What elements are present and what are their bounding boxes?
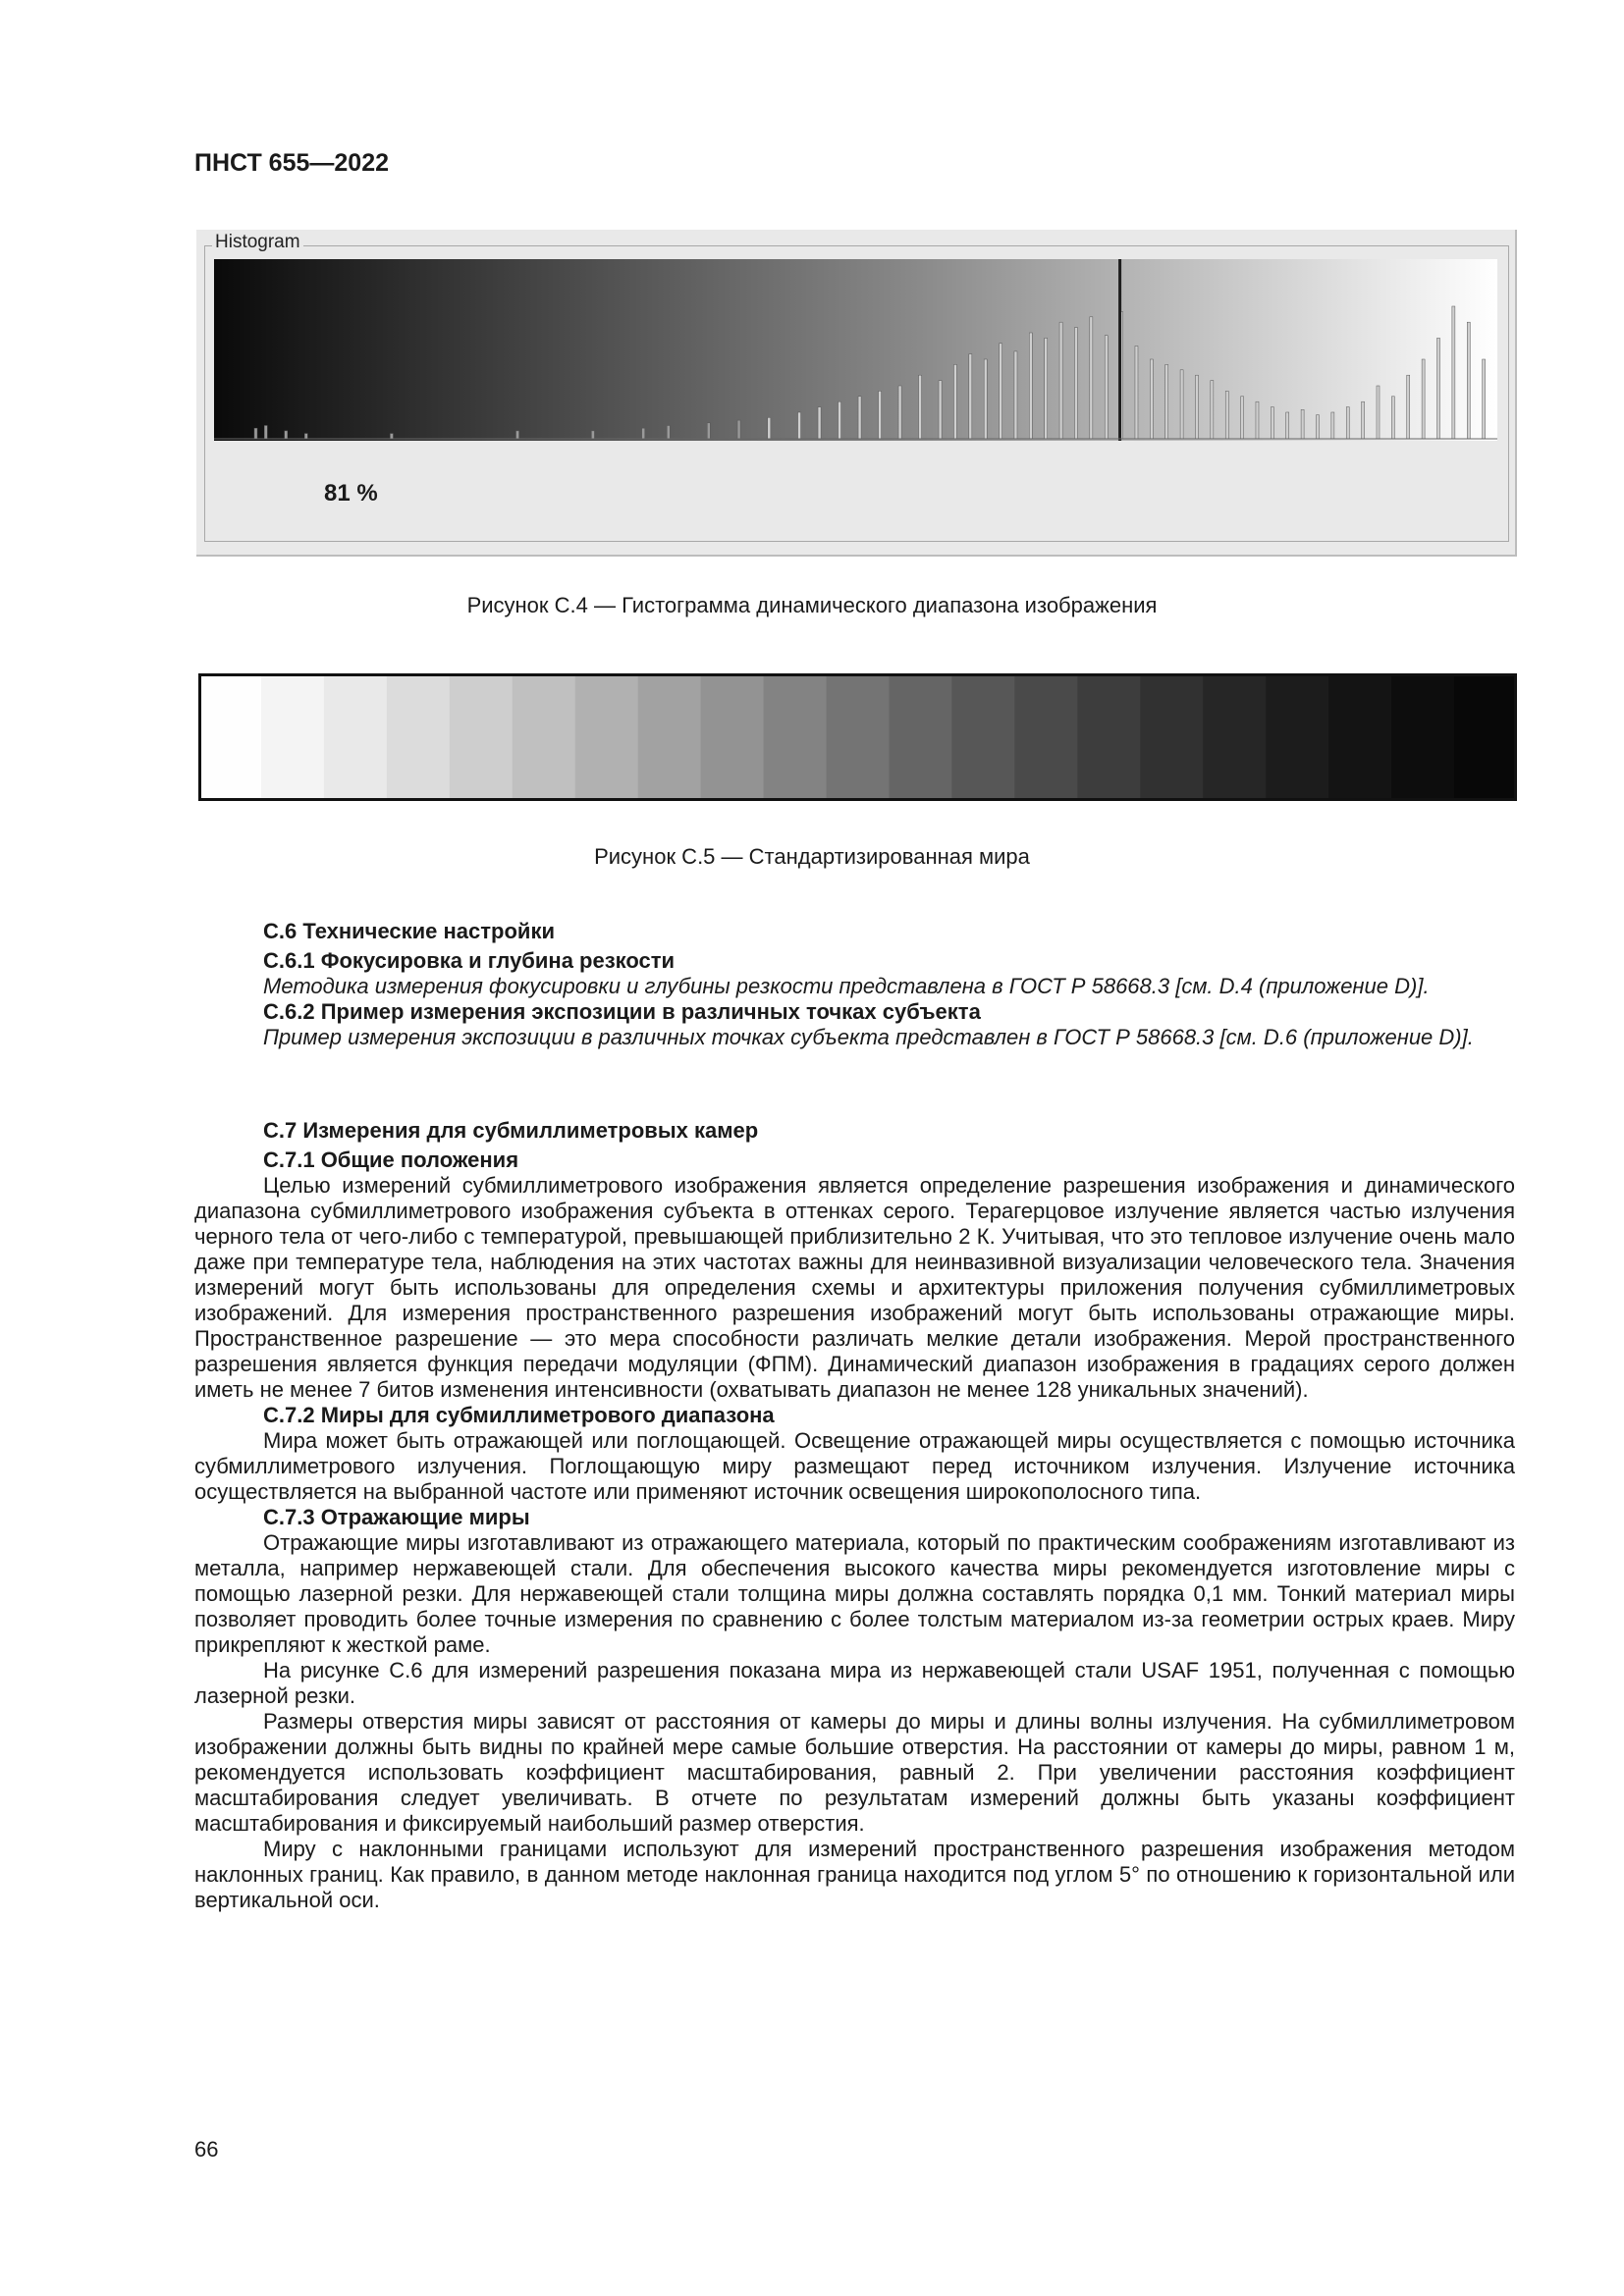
gray-step	[575, 673, 638, 801]
gray-step	[324, 673, 387, 801]
histogram-bar	[264, 426, 267, 440]
histogram-bar	[858, 397, 861, 439]
histogram-gradient	[214, 259, 1497, 441]
histogram-bar	[1467, 322, 1470, 439]
figure-caption-c5: Рисунок С.5 — Стандартизированная мира	[594, 844, 1030, 869]
histogram-bar	[1014, 351, 1017, 439]
histogram-bar	[1165, 364, 1168, 439]
histogram-bar	[1074, 328, 1077, 439]
gray-step	[951, 673, 1014, 801]
histogram-bar	[1256, 401, 1259, 439]
histogram-bar	[1180, 370, 1183, 439]
histogram-bar	[1483, 359, 1486, 439]
histogram-bar	[919, 375, 922, 439]
histogram-bar	[1422, 359, 1425, 439]
histogram-bar	[1346, 407, 1349, 439]
histogram-bar	[1195, 375, 1198, 439]
histogram-bar	[1452, 306, 1455, 439]
page-number: 66	[194, 2137, 219, 2162]
text-c6-2: Пример измерения экспозиции в различных точках субъекта представлен в ГОСТ Р 58668.3 [см. D.6 (приложение D)].	[263, 1025, 1474, 1049]
histogram-figure	[196, 230, 1517, 557]
section-c7	[194, 1118, 1515, 1913]
gray-step	[764, 673, 827, 801]
gray-step	[701, 673, 764, 801]
histogram-bar	[591, 431, 594, 439]
gray-step	[1328, 673, 1391, 801]
histogram-chart	[214, 259, 1497, 441]
gray-step	[387, 673, 450, 801]
histogram-bar	[1331, 412, 1334, 439]
histogram-bar	[1407, 375, 1410, 439]
standard-target-figure	[198, 673, 1517, 801]
histogram-bar	[304, 434, 307, 439]
gray-step	[450, 673, 513, 801]
section-c6	[194, 919, 1515, 1050]
histogram-bar	[939, 381, 942, 439]
figure-caption-c4: Рисунок С.4 — Гистограмма динамического диапазона изображения	[466, 593, 1158, 617]
histogram-bar	[984, 359, 987, 439]
histogram-bar	[1135, 347, 1138, 440]
gray-step	[513, 673, 575, 801]
histogram-bar	[642, 428, 645, 439]
gray-step	[261, 673, 324, 801]
histogram-bar	[1377, 386, 1380, 439]
histogram-bar	[1271, 407, 1273, 439]
heading-c7-2: С.7.2 Миры для субмиллиметрового диапазона	[263, 1403, 775, 1427]
gray-step	[1140, 673, 1203, 801]
heading-c7-3: С.7.3 Отражающие миры	[263, 1505, 530, 1529]
gray-step	[1454, 673, 1517, 801]
histogram-bar	[798, 412, 801, 439]
histogram-bar	[516, 431, 519, 439]
histogram-bar	[1211, 381, 1214, 439]
heading-c6-2: С.6.2 Пример измерения экспозиции в различных точках субъекта	[263, 999, 981, 1024]
gray-step	[1266, 673, 1328, 801]
histogram-bar	[839, 401, 841, 439]
histogram-bar	[1436, 338, 1439, 439]
gray-step	[889, 673, 951, 801]
histogram-bar	[737, 420, 740, 439]
document-header: ПНСТ 655—2022	[194, 149, 389, 177]
histogram-bar	[898, 386, 901, 439]
gray-step	[1014, 673, 1077, 801]
grayscale-step-target	[198, 673, 1517, 801]
histogram-bar	[1362, 401, 1365, 439]
text-c7-3-p2: На рисунке С.6 для измерений разрешения показана мира из нержавеющей стали USAF 1951, полученная с помощью лазерной резки.	[194, 1658, 1515, 1708]
histogram-bar	[707, 423, 710, 439]
histogram-legend: Histogram	[212, 232, 303, 253]
gray-step	[198, 673, 261, 801]
histogram-bar	[879, 391, 882, 439]
histogram-bar	[1000, 344, 1002, 439]
histogram-bar	[1105, 336, 1108, 439]
gray-step	[1391, 673, 1454, 801]
gray-step	[1077, 673, 1140, 801]
histogram-bar	[1059, 322, 1062, 439]
histogram-bar	[768, 417, 771, 439]
histogram-percent: 81 %	[324, 480, 378, 507]
histogram-bar	[1150, 359, 1153, 439]
histogram-bar	[1316, 415, 1319, 439]
histogram-bar	[818, 407, 821, 439]
histogram-bar	[667, 426, 670, 440]
text-c7-1: Целью измерений субмиллиметрового изображения является определение разрешения изображения и динамического диапазона субмиллиметрового изображения субъекта в оттенках серого. Терагерцовое излучение является частью излучения черного тела от чего-либо с температурой, превышающей приблизительно 2 К. Учитывая, что это тепловое излучение очень мало даже при температуре тела, наблюдения на этих частотах важны для неинвазивной визуализации человеческого тела. Значения измерений могут быть использованы для определения схемы и архитектуры приложения получения субмиллиметровых изображений. Для измерения пространственного разрешения изображений могут быть использованы отражающие миры. Пространственное разрешение — это мера способности различать мелкие детали изображения. Мерой пространственного разрешения является функция передачи модуляции (ФПМ). Динамический диапазон изображения в градациях серого должен иметь не менее 7 битов изменения интенсивности (охватывать диапазон не менее 128 уникальных значений).	[194, 1173, 1515, 1402]
histogram-bar	[1090, 317, 1093, 439]
histogram-bar	[1045, 338, 1048, 439]
histogram-bar	[1225, 391, 1228, 439]
text-c7-3-p4: Миру с наклонными границами используют для измерений пространственного разрешения изображения методом наклонных границ. Как правило, в данном методе наклонная граница находится под углом 5° по отношению к горизонтальной или вертикальной оси.	[194, 1837, 1515, 1912]
grayscale-steps	[198, 673, 1517, 801]
histogram-bar	[1029, 333, 1032, 439]
text-c6-1: Методика измерения фокусировки и глубины резкости представлена в ГОСТ Р 58668.3 [см. D.4 (приложение D)].	[263, 974, 1430, 998]
heading-c6-1: С.6.1 Фокусировка и глубина резкости	[263, 948, 676, 973]
histogram-bar	[1241, 397, 1244, 439]
text-c7-3-p3: Размеры отверстия миры зависят от расстояния от камеры до миры и длины волны излучения. На субмиллиметровом изображении должны быть видны по крайней мере самые большие отверстия. На расстоянии от камеры до миры, равном 1 м, рекомендуется использовать коэффициент масштабирования, равный 2. При увеличении расстояния коэффициент масштабирования следует увеличивать. В отчете по результатам измерений должны быть указаны коэффициент масштабирования и фиксируемый наибольший размер отверстия.	[194, 1709, 1515, 1836]
heading-c7-1: С.7.1 Общие положения	[263, 1148, 519, 1172]
histogram-bar	[1391, 397, 1394, 439]
heading-c6: С.6 Технические настройки	[263, 919, 555, 943]
text-c7-2: Мира может быть отражающей или поглощающей. Освещение отражающей миры осуществляется с помощью источника субмиллиметрового излучения. Поглощающую миру размещают перед источником излучения. Излучение источника осуществляется на выбранной частоте или применяют источник освещения широкополосного типа.	[194, 1428, 1515, 1504]
histogram-bar	[254, 428, 257, 439]
histogram-bar	[969, 354, 972, 439]
histogram-bar	[1286, 412, 1289, 439]
gray-step	[1203, 673, 1266, 801]
histogram-bar	[285, 431, 288, 439]
histogram-bar	[953, 364, 956, 439]
gray-step	[827, 673, 890, 801]
histogram-bar	[1301, 409, 1304, 439]
histogram-bar	[390, 434, 393, 439]
gray-step	[638, 673, 701, 801]
heading-c7: С.7 Измерения для субмиллиметровых камер	[263, 1118, 759, 1143]
text-c7-3-p1: Отражающие миры изготавливают из отражающего материала, который по практическим соображениям изготавливают из металла, например нержавеющей стали. Для обеспечения высокого качества миры рекомендуется изготовление миры с помощью лазерной резки. Для нержавеющей стали толщина миры должна составлять порядка 0,1 мм. Тонкий материал миры позволяет проводить более точные измерения по сравнению с более толстым материалом из-за геометрии острых краев. Миру прикрепляют к жесткой раме.	[194, 1530, 1515, 1657]
